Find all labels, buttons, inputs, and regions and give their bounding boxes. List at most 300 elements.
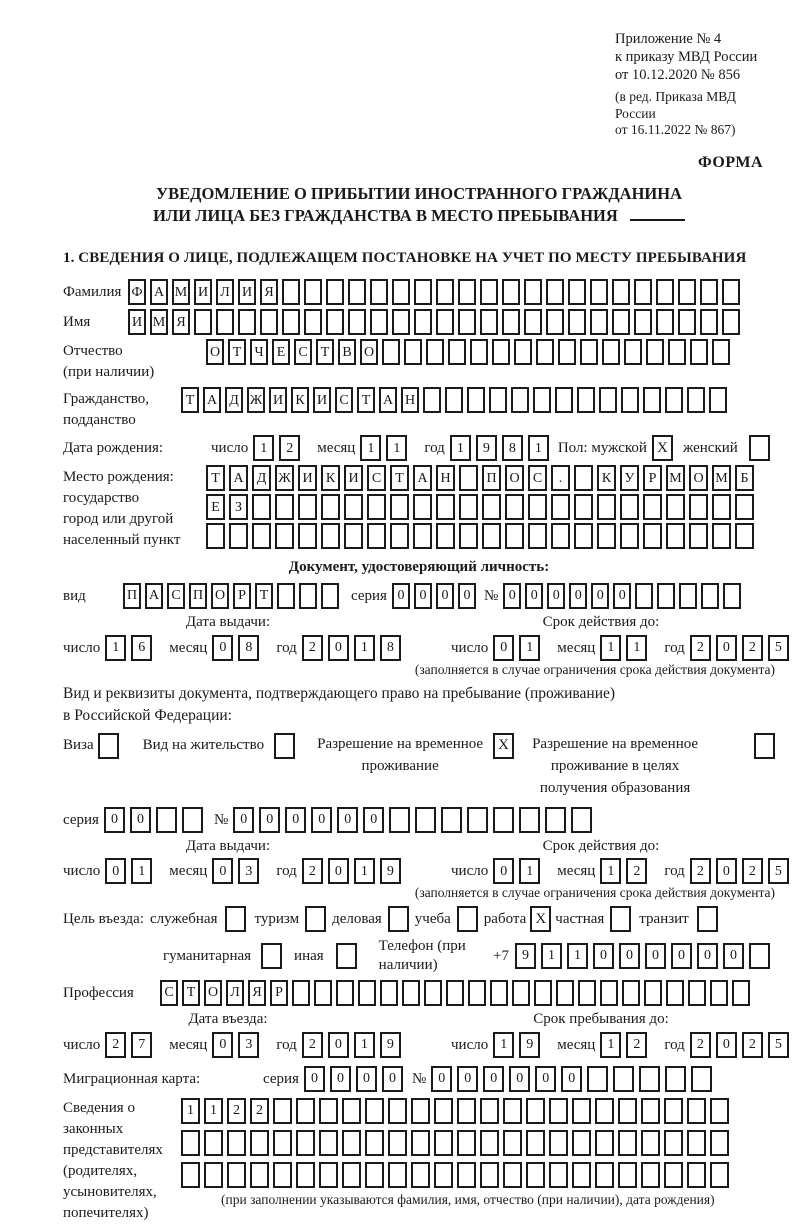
char-cell: 0 [671,943,692,969]
purpose-other-checkbox [336,943,357,969]
char-cell [227,1162,246,1188]
char-cell: И [269,387,287,413]
legal-reps-label-line2: законных [63,1120,124,1137]
year-label: год [664,1036,685,1053]
char-cell: 2 [690,858,711,884]
char-cell: С [367,465,386,491]
page-title [63,183,775,227]
char-cell: 8 [502,435,523,461]
purpose-work-label: работа [483,910,527,927]
char-cell: С [160,980,178,1006]
stay-until-day-cells [493,1032,545,1058]
char-cell [342,1162,361,1188]
char-cell [182,807,203,833]
purpose-other-label: иная [294,947,324,964]
option-temp-residence-line1: Разрешение на временное [317,735,484,752]
profession-cells [160,980,754,1006]
birth-place-label [63,465,206,551]
identity-valid-month-cells [600,635,652,661]
day-label: число [63,863,101,880]
char-cell: 0 [593,943,614,969]
char-cell [457,1098,476,1124]
char-cell [555,387,573,413]
char-cell [216,309,234,335]
char-cell: И [344,465,363,491]
identity-doc-heading: Документ, удостоверяющий личность: [288,559,550,576]
char-cell [519,807,540,833]
char-cell: 0 [525,583,543,609]
char-cell: 0 [330,1066,351,1092]
char-cell [536,339,554,365]
char-cell [691,1066,712,1092]
char-cell: Т [357,387,375,413]
char-cell [595,1162,614,1188]
day-label: число [451,639,489,656]
month-label: месяц [317,440,356,457]
char-cell: 1 [354,858,375,884]
char-cell [568,279,586,305]
month-label: месяц [169,639,208,656]
char-cell: М [150,309,168,335]
char-cell: 0 [328,1032,349,1058]
char-cell: 0 [645,943,666,969]
char-cell [572,1098,591,1124]
char-cell [710,1098,729,1124]
char-cell: И [238,279,256,305]
char-cell: М [712,465,731,491]
char-cell [365,1130,384,1156]
char-cell: 2 [250,1098,269,1124]
day-label: число [451,1036,489,1053]
char-cell: 2 [105,1032,126,1058]
char-cell [590,279,608,305]
char-cell: Я [248,980,266,1006]
char-cell: 1 [519,635,540,661]
char-cell [597,523,616,549]
char-cell [524,279,542,305]
char-cell [641,1162,660,1188]
char-cell [643,387,661,413]
title-blank-line [630,206,685,221]
char-cell: 0 [212,858,233,884]
day-label: число [63,639,101,656]
char-cell [657,583,675,609]
char-cell [413,494,432,520]
revision-line-1: (в ред. Приказа МВД России [615,89,736,121]
char-cell [336,980,354,1006]
stay-doc-series-row [63,807,775,833]
char-cell: 0 [259,807,280,833]
option-residence-permit [143,733,295,759]
char-cell [480,1098,499,1124]
char-cell [480,1162,499,1188]
stay-doc-issue-month-cells [212,858,264,884]
char-cell [503,1130,522,1156]
char-cell [392,309,410,335]
char-cell: 1 [600,858,621,884]
char-cell [480,1130,499,1156]
char-cell [459,523,478,549]
char-cell [299,583,317,609]
char-cell: 0 [493,858,514,884]
stay-doc-number-label: № [213,811,229,828]
legal-reps-label-line6: попечителях) [63,1204,149,1221]
char-cell [348,309,366,335]
char-cell [612,279,630,305]
patronymic-cells [206,339,734,365]
char-cell [282,279,300,305]
char-cell: 8 [238,635,259,661]
char-cell: 2 [742,858,763,884]
char-cell [490,980,508,1006]
char-cell: 1 [528,435,549,461]
char-cell [156,807,177,833]
char-cell [551,494,570,520]
option-temp-residence-line2: проживание [361,757,439,774]
char-cell [546,309,564,335]
char-cell: 9 [476,435,497,461]
stay-doc-series-label: серия [63,811,99,828]
char-cell: У [620,465,639,491]
char-cell [687,1098,706,1124]
char-cell: 0 [535,1066,556,1092]
char-cell [206,523,225,549]
migration-number-label: № [411,1070,427,1087]
month-label: месяц [557,639,596,656]
option-temp-residence-edu-label [532,733,698,799]
char-cell [273,1130,292,1156]
char-cell [700,279,718,305]
char-cell: 0 [561,1066,582,1092]
char-cell [326,279,344,305]
char-cell [558,339,576,365]
purpose-study-label: учеба [414,910,451,927]
char-cell: 0 [104,807,125,833]
char-cell: 0 [233,807,254,833]
char-cell: М [172,279,190,305]
char-cell: 1 [105,635,126,661]
char-cell [367,523,386,549]
char-cell [577,387,595,413]
birth-place-label-line1: Место рождения: [63,469,174,486]
char-cell [365,1162,384,1188]
day-label: число [63,1036,101,1053]
identity-kind-label: вид [63,588,86,604]
char-cell [622,980,640,1006]
citizenship-label-line1: Гражданство, [63,391,150,408]
char-cell: 9 [380,1032,401,1058]
char-cell [502,279,520,305]
char-cell: 0 [328,635,349,661]
char-cell: 0 [212,635,233,661]
legal-reps-label-line5: усыновителях, [63,1183,157,1200]
char-cell: Я [260,279,278,305]
sex-female-label: женский [682,440,738,457]
char-cell [390,523,409,549]
char-cell [546,279,564,305]
char-cell [556,980,574,1006]
char-cell [413,523,432,549]
char-cell: Т [182,980,200,1006]
day-label: число [211,440,249,457]
char-cell [749,943,770,969]
legal-reps-label-line4: (родителях, [63,1162,138,1179]
option-temp-residence [317,733,514,777]
char-cell [732,980,750,1006]
option-temp-residence-edu-line2: проживание в целях [550,757,680,774]
profession-label: Профессия [63,984,134,1001]
char-cell [434,1162,453,1188]
char-cell [321,583,339,609]
year-label: год [276,639,297,656]
purpose-transit-label: транзит [639,910,689,927]
legal-reps-label-line1: Сведения о [63,1099,135,1116]
entry-date-heading: Дата въезда: [188,1010,268,1027]
birth-day-cells [253,435,305,461]
purpose-tourism-checkbox [305,906,326,932]
char-cell [526,1130,545,1156]
identity-kind-cells [123,583,343,609]
year-label: год [276,1036,297,1053]
char-cell [688,980,706,1006]
char-cell: А [150,279,168,305]
stay-until-heading: Срок пребывания до: [533,1010,669,1027]
char-cell [620,494,639,520]
identity-issue-group [63,635,451,661]
char-cell [181,1130,200,1156]
char-cell [505,494,524,520]
purpose-tourism-label: туризм [254,910,300,927]
char-cell [639,1066,660,1092]
char-cell: 0 [483,1066,504,1092]
surname-cells [128,279,744,305]
char-cell: 0 [613,583,631,609]
char-cell: Б [735,465,754,491]
char-cell [414,279,432,305]
purpose-private-checkbox [610,906,631,932]
surname-row [63,279,775,305]
char-cell: 0 [436,583,454,609]
given-name-row [63,309,775,335]
appendix-line-3: от 10.12.2020 № 856 [615,67,741,83]
stay-doc-footnote: (заполняется в случае ограничения срока действия документа) [414,885,775,901]
char-cell: Ж [275,465,294,491]
char-cell [296,1162,315,1188]
char-cell [250,1130,269,1156]
char-cell [458,279,476,305]
form-label: ФОРМА [697,153,763,171]
char-cell [296,1130,315,1156]
char-cell: 2 [690,1032,711,1058]
stay-until-month-cells [600,1032,652,1058]
identity-kind-row [63,583,775,609]
char-cell [250,1162,269,1188]
migration-number-cells [431,1066,717,1092]
year-label: год [664,863,685,880]
char-cell [641,1130,660,1156]
entry-month-cells [212,1032,264,1058]
char-cell [482,494,501,520]
char-cell [574,465,593,491]
birth-place-row [63,465,775,552]
char-cell [252,523,271,549]
char-cell: 2 [626,858,647,884]
identity-valid-year-cells [690,635,794,661]
patronymic-label-line2: (при наличии) [63,364,155,381]
char-cell [549,1098,568,1124]
char-cell [505,523,524,549]
appendix-line-1: Приложение № 4 [615,31,722,47]
char-cell [238,309,256,335]
char-cell [664,1162,683,1188]
stay-doc-valid-heading: Срок действия до: [542,837,660,854]
char-cell [493,807,514,833]
char-cell [480,309,498,335]
char-cell [597,494,616,520]
identity-dates-section [63,613,782,661]
char-cell: В [338,339,356,365]
char-cell [687,1130,706,1156]
char-cell [545,807,566,833]
char-cell [319,1098,338,1124]
char-cell: 2 [690,635,711,661]
char-cell: К [597,465,616,491]
char-cell: 2 [302,858,323,884]
char-cell [436,523,455,549]
stay-doc-valid-month-cells [600,858,652,884]
birth-date-group [211,435,554,461]
char-cell [595,1098,614,1124]
char-cell: 5 [768,858,789,884]
day-label: число [451,863,489,880]
title-line-2-text: ИЛИ ЛИЦА БЕЗ ГРАЖДАНСТВА В МЕСТО ПРЕБЫВАНИЯ [153,205,618,225]
option-temp-residence-edu [532,733,775,799]
char-cell: 3 [238,858,259,884]
char-cell [528,494,547,520]
purpose-humanitarian-label: гуманитарная [163,947,252,964]
char-cell [459,494,478,520]
char-cell [600,980,618,1006]
char-cell: 1 [181,1098,200,1124]
entry-day-cells [105,1032,157,1058]
char-cell [687,1162,706,1188]
char-cell [668,339,686,365]
char-cell: Р [643,465,662,491]
char-cell: 0 [503,583,521,609]
char-cell [321,523,340,549]
char-cell: 0 [509,1066,530,1092]
char-cell: 1 [626,635,647,661]
char-cell [551,523,570,549]
char-cell [304,309,322,335]
char-cell: 0 [414,583,432,609]
char-cell [599,387,617,413]
citizenship-label-line2: подданство [63,412,136,429]
char-cell: 0 [105,858,126,884]
char-cell [414,309,432,335]
char-cell: 0 [130,807,151,833]
char-cell [612,309,630,335]
char-cell [260,309,278,335]
char-cell: 2 [742,1032,763,1058]
char-cell: А [379,387,397,413]
legal-reps-cells [181,1096,733,1209]
stay-doc-valid-year-cells [690,858,794,884]
char-cell [735,494,754,520]
option-temp-residence-label [317,733,483,777]
char-cell: 1 [204,1098,223,1124]
char-cell [503,1162,522,1188]
identity-valid-col [451,613,794,661]
char-cell [710,1162,729,1188]
phone-label: Телефон (при наличии) [378,938,466,973]
char-cell: 1 [386,435,407,461]
birth-date-row [63,435,775,461]
char-cell [664,1098,683,1124]
option-temp-residence-edu-checkbox [754,733,775,759]
char-cell [618,1098,637,1124]
char-cell: 1 [450,435,471,461]
char-cell [298,494,317,520]
identity-valid-day-cells [493,635,545,661]
legal-reps-row [63,1096,775,1224]
char-cell [467,807,488,833]
char-cell: И [313,387,331,413]
char-cell: 0 [285,807,306,833]
char-cell [434,1098,453,1124]
char-cell: Р [233,583,251,609]
char-cell [467,387,485,413]
stay-doc-issue-day-cells [105,858,157,884]
sex-male-checkbox: X [652,435,673,461]
char-cell [370,309,388,335]
char-cell: Т [255,583,273,609]
char-cell [534,980,552,1006]
char-cell [319,1162,338,1188]
char-cell: 1 [131,858,152,884]
char-cell [204,1130,223,1156]
char-cell [689,494,708,520]
char-cell: 8 [380,635,401,661]
char-cell: 9 [519,1032,540,1058]
char-cell: Д [225,387,243,413]
char-cell [436,309,454,335]
given-name-cells [128,309,744,335]
purpose-transit-checkbox [697,906,718,932]
char-cell [457,1130,476,1156]
char-cell: 9 [515,943,536,969]
char-cell [635,583,653,609]
char-cell [618,1162,637,1188]
char-cell [533,387,551,413]
char-cell: 1 [354,635,375,661]
char-cell [445,387,463,413]
char-cell [392,279,410,305]
char-cell [273,1098,292,1124]
stay-doc-intro-line1: Вид и реквизиты документа, подтверждающего право на пребывание (проживание) [63,684,616,702]
purpose-label: Цель въезда: [63,910,144,927]
char-cell [590,309,608,335]
char-cell [273,1162,292,1188]
char-cell: 9 [380,858,401,884]
profession-row [63,980,775,1006]
char-cell: Я [172,309,190,335]
char-cell [441,807,462,833]
stay-doc-series-cells [104,807,208,833]
stay-until-group [451,1032,794,1058]
char-cell [502,309,520,335]
char-cell [712,523,731,549]
